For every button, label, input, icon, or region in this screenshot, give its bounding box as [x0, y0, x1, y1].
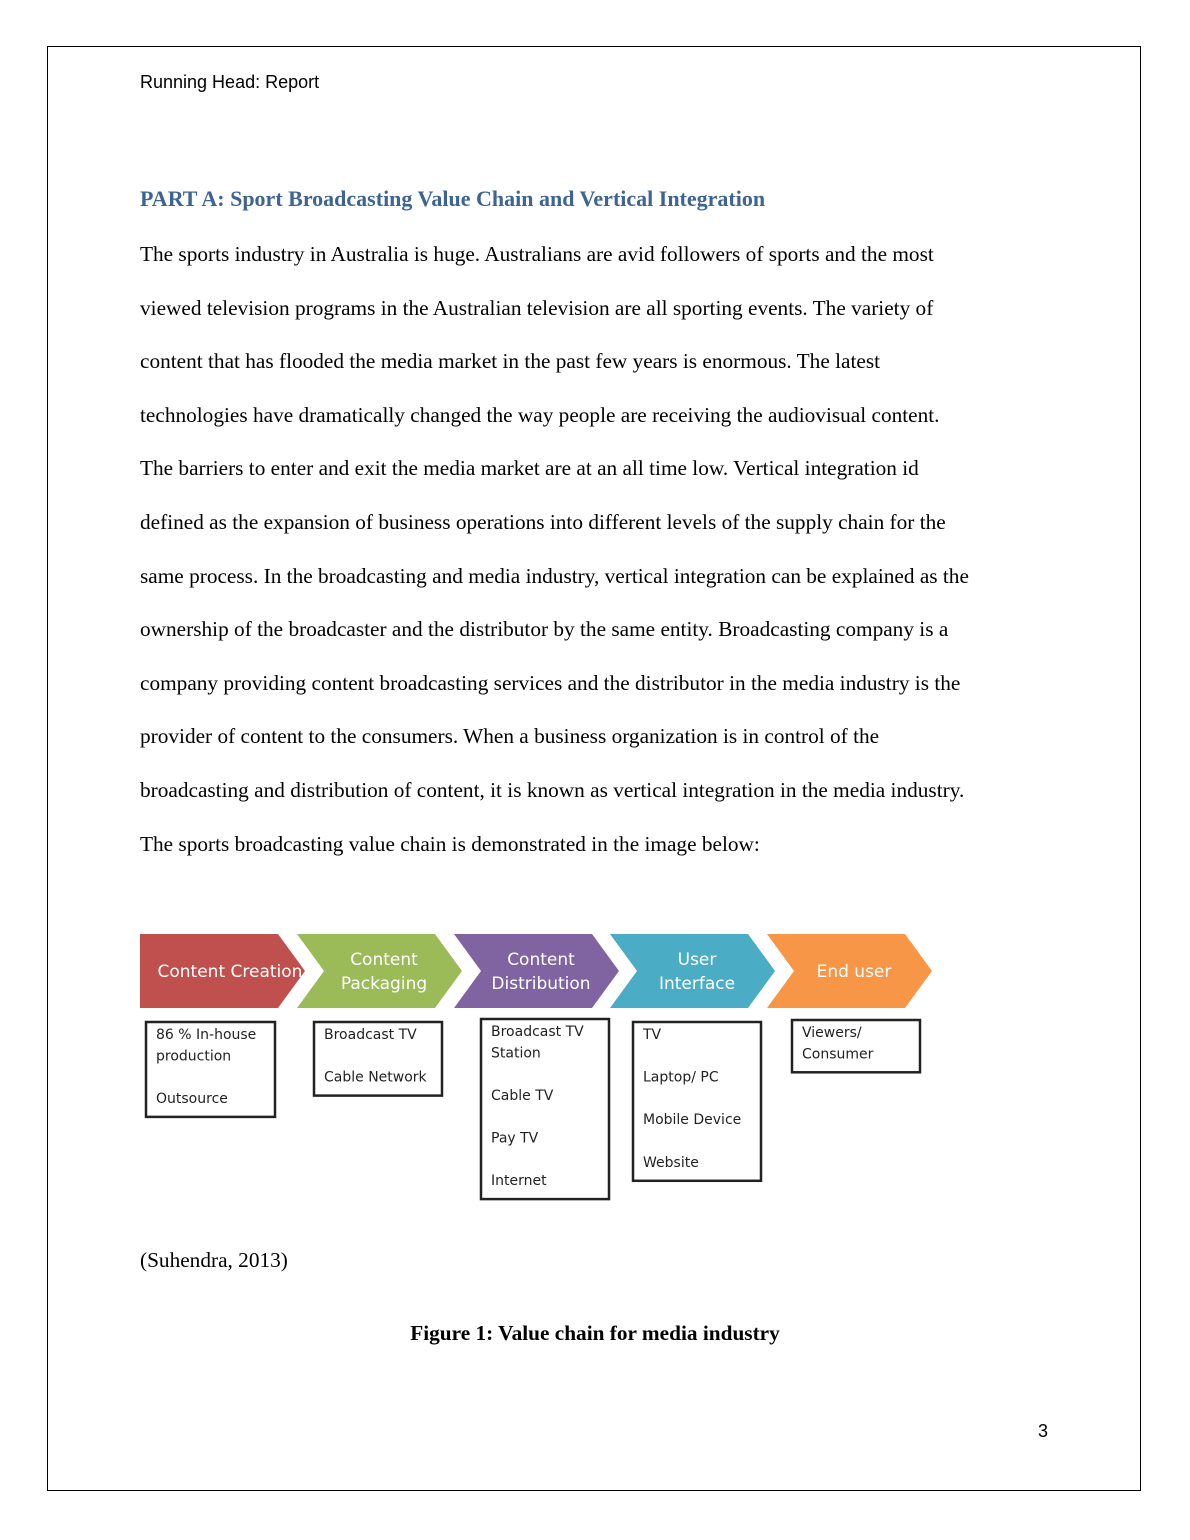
stage-arrow — [297, 934, 462, 1008]
stage-label: User — [677, 950, 717, 970]
stage-item: Cable TV — [491, 1087, 554, 1104]
paragraph-line: same process. In the broadcasting and media industry, vertical integration can be explained as the — [140, 563, 969, 588]
paragraph-line: provider of content to the consumers. When a business organization is in control of the — [140, 724, 880, 749]
stage-label: Distribution — [491, 974, 591, 994]
stage-label: End user — [816, 962, 892, 982]
section-heading: PART A: Sport Broadcasting Value Chain and Vertical Integration — [140, 186, 766, 211]
stage-item: TV — [643, 1027, 662, 1043]
paragraph-line: ownership of the broadcaster and the distributor by the same entity. Broadcasting company is a — [140, 617, 949, 642]
stage-item: Broadcast TV — [491, 1024, 584, 1040]
paragraph-line: technologies have dramatically changed the way people are receiving the audiovisual content. — [140, 402, 940, 427]
paragraph-line: defined as the expansion of business operations into different levels of the supply chain for the — [140, 509, 946, 534]
stage-item: Pay TV — [491, 1130, 539, 1147]
paragraph-line: content that has flooded the media market in the past few years is enormous. The latest — [140, 349, 881, 374]
stage-label: Packaging — [340, 974, 428, 994]
paragraph-line: viewed television programs in the Australian television are all sporting events. The variety of — [140, 295, 934, 320]
paragraph-line: broadcasting and distribution of content, it is known as vertical integration in the media industry. — [140, 777, 965, 802]
stage-item: Cable Network — [324, 1069, 427, 1086]
stage-item: 86 % In-house — [156, 1027, 257, 1043]
paragraph-line: company providing content broadcasting services and the distributor in the media industry is the — [140, 670, 961, 695]
paragraph-line: The sports industry in Australia is huge. Australians are avid followers of sports and the most — [140, 242, 934, 266]
stage-item: Viewers/ — [802, 1025, 862, 1041]
body-paragraph — [140, 228, 1055, 871]
stage-item: Internet — [491, 1173, 547, 1190]
running-head: Running Head: Report — [140, 72, 320, 92]
stage-label: Interface — [658, 974, 736, 994]
stage-item: Outsource — [156, 1090, 228, 1107]
stage-item: Website — [643, 1154, 699, 1171]
paragraph-line: The barriers to enter and exit the media market are at an all time low. Vertical integration id — [140, 456, 919, 481]
value-chain-diagram — [140, 928, 960, 1218]
stage-item: Laptop/ PC — [643, 1069, 719, 1086]
stage-item: Station — [491, 1045, 541, 1062]
stage-item: Mobile Device — [643, 1112, 742, 1129]
stage-arrow — [610, 934, 775, 1008]
stage-arrow — [454, 934, 619, 1008]
figure-caption: Figure 1: Value chain for media industry — [410, 1321, 780, 1345]
stage-item: Broadcast TV — [324, 1027, 417, 1043]
stage-label: Content — [350, 950, 418, 970]
paragraph-line: The sports broadcasting value chain is demonstrated in the image below: — [140, 831, 760, 856]
stage-label: Content — [507, 950, 575, 970]
stage-item: Consumer — [802, 1046, 874, 1063]
stage-label: Content Creation — [157, 962, 303, 982]
stage-item: production — [156, 1048, 232, 1065]
page-number: 3 — [1038, 1421, 1049, 1441]
figure-citation: (Suhendra, 2013) — [140, 1248, 288, 1272]
value-chain-figure — [140, 928, 960, 1218]
